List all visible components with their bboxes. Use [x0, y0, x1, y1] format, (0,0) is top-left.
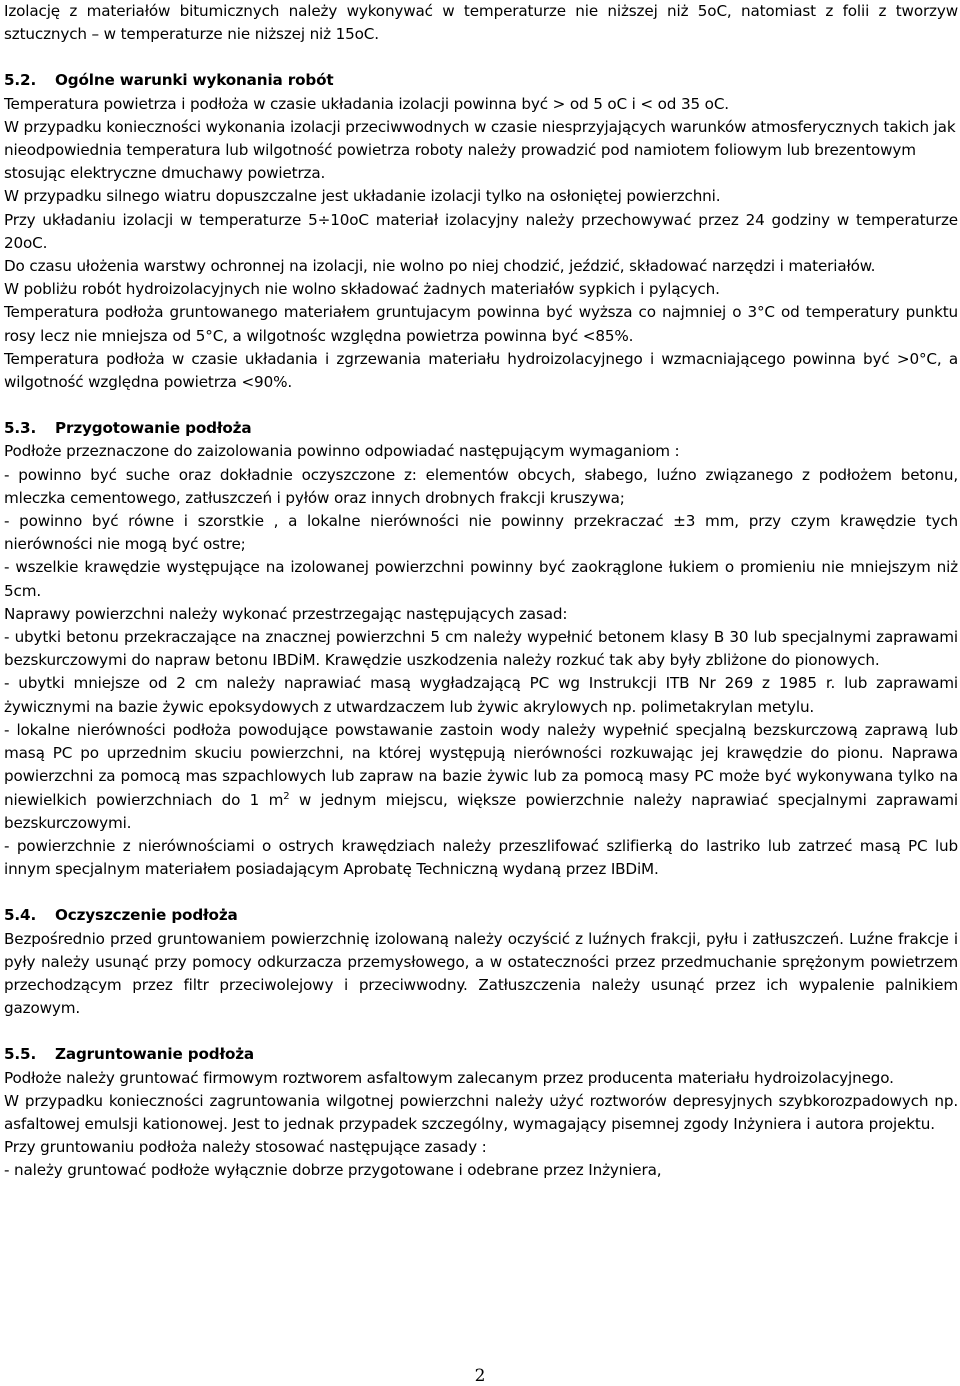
paragraph: Temperatura powietrza i podłoża w czasie układania izolacji powinna być > od 5 oC i < od 35 oC.	[4, 94, 729, 113]
document-body	[4, 0, 958, 1183]
section-heading-5-2	[4, 69, 958, 92]
section-heading-5-3	[4, 417, 958, 440]
section-title: Oczyszczenie podłoża	[55, 906, 238, 925]
paragraph: Podłoże należy gruntować firmowym roztworem asfaltowym zalecanym przez producenta materiału hydroizolacyjnego.	[4, 1068, 894, 1087]
section-heading-5-4	[4, 904, 958, 927]
section-number: 5.5.	[4, 1045, 37, 1064]
paragraph: Do czasu ułożenia warstwy ochronnej na izolacji, nie wolno po niej chodzić, jeździć, składować narzędzi i materiałów.	[4, 257, 876, 276]
paragraph: W pobliżu robót hydroizolacyjnych nie wolno składować żadnych materiałów sypkich i pylących.	[4, 280, 720, 299]
paragraph: Temperatura podłoża w czasie układania i zgrzewania materiału hydroizolacyjnego i wzmacniającego powinna być >0°C, a wilgotność względna powietrza <90%.	[4, 349, 958, 392]
list-item: - ubytki betonu przekraczające na znacznej powierzchni 5 cm należy wypełnić betonem klasy B 30 lub specjalnymi zaprawami bezskurczowymi do napraw betonu IBDiM. Krawędzie uszkodzenia należy rozkuć tak aby były zbliżone do pionowych.	[4, 628, 958, 670]
paragraph: Podłoże przeznaczone do zaizolowania powinno odpowiadać następującym wymaganiom :	[4, 442, 680, 461]
paragraph: W przypadku silnego wiatru dopuszczalne jest układanie izolacji tylko na osłoniętej powierzchni.	[4, 187, 721, 206]
paragraph: Naprawy powierzchni należy wykonać przestrzegając następujących zasad:	[4, 604, 568, 623]
list-item: - wszelkie krawędzie występujące na izolowanej powierzchni powinny być zaokrąglone łukiem o promieniu nie mniejszym niż 5cm.	[4, 558, 958, 600]
paragraph: W przypadku konieczności zagruntowania wilgotnej powierzchni należy użyć roztworów depresyjnych szybkorozpadowych np. asfaltowej emulsji kationowej. Jest to jednak przypadek szczególny, wymagający pisemnej zgody Inżyniera i autora projektu.	[4, 1091, 958, 1133]
superscript: 2	[283, 790, 290, 802]
section-number: 5.4.	[4, 906, 37, 925]
text-fragment: - lokalne nierówności podłoża powodujące powstawanie zastoin wody należy wypełnić specjalną bezskurczową zaprawą lub masą PC po uprzednim skuciu powierzchni, na której występują nierówności rozkuwając jej krawędzie do pionu. Naprawa powierzchni za pomocą mas szpachlowych lub zapraw na bazie żywic lub za pomocą masy PC może być wykonywana tylko na niewielkich powierzchniach do 1 m	[4, 720, 958, 809]
paragraph: Izolację z materiałów bitumicznych należy wykonywać w temperaturze nie niższej niż 5oC, natomiast z folii z tworzyw sztucznych – w temperaturze nie niższej niż 15oC.	[4, 2, 958, 44]
list-item: - powinno być równe i szorstkie , a lokalne nierówności nie powinny przekraczać ±3 mm, przy czym krawędzie tych nierówności nie mogą być ostre;	[4, 512, 958, 554]
list-item: - powinno być suche oraz dokładnie oczyszczone z: elementów obcych, słabego, luźno związanego z podłożem betonu, mleczka cementowego, zatłuszczeń i pyłów oraz innych drobnych frakcji kruszywa;	[4, 465, 958, 507]
text-fragment: w jednym miejscu, większe powierzchnie należy naprawiać specjalnymi zaprawami bezskurczowymi.	[4, 790, 958, 832]
paragraph: Przy układaniu izolacji w temperaturze 5÷10oC materiał izolacyjny należy przechowywać przez 24 godziny w temperaturze 20oC.	[4, 210, 958, 252]
section-title: Przygotowanie podłoża	[55, 419, 252, 438]
paragraph: Temperatura podłoża gruntowanego materiałem gruntujacym powinna być wyższa co najmniej o 3°C od temperatury punktu rosy lecz nie mniejsza od 5°C, a wilgotnośc względna powietrza powinna być <85%.	[4, 303, 958, 345]
section-title: Zagruntowanie podłoża	[55, 1045, 255, 1064]
paragraph: - należy gruntować podłoże wyłącznie dobrze przygotowane i odebrane przez Inżyniera,	[4, 1161, 662, 1180]
section-heading-5-5	[4, 1043, 958, 1066]
paragraph: Bezpośrednio przed gruntowaniem powierzchnię izolowaną należy oczyścić z luźnych frakcji, pyłu i zatłuszczeń. Luźne frakcje i pyły należy usunąć przy pomocy odkurzacza przemysłowego, a w ostateczności przez przedmuchanie sprężonym powietrzem przechodzącym przez filtr przeciwolejowy i przeciwwodny. Zatłuszczenia należy usunąć przez ich wypalenie palnikiem gazowym.	[4, 929, 958, 1018]
list-item: - powierzchnie z nierównościami o ostrych krawędziach należy przeszlifować szlifierką do lastriko lub zatrzeć masą PC lub innym specjalnym materiałem posiadającym Aprobatę Techniczną wydaną przez IBDiM.	[4, 836, 958, 879]
list-item: - ubytki mniejsze od 2 cm należy naprawiać masą wygładzającą PC wg Instrukcji ITB Nr 269 z 1985 r. lub zaprawami żywicznymi na bazie żywic epoksydowych z utwardzaczem lub żywic akrylowych np. polimetakrylan metylu.	[4, 674, 958, 716]
section-title: Ogólne warunki wykonania robót	[55, 71, 334, 90]
section-number: 5.2.	[4, 71, 37, 90]
page-number: 2	[474, 1366, 486, 1386]
paragraph: W przypadku konieczności wykonania izolacji przeciwwodnych w czasie niesprzyjających warunków atmosferycznych takich jak nieodpowiednia temperatura lub wilgotność powietrza roboty należy prowadzić pod namiotem foliowym lub brezentowym stosując elektryczne dmuchawy powietrza.	[4, 117, 956, 183]
paragraph: Przy gruntowaniu podłoża należy stosować następujące zasady :	[4, 1138, 487, 1157]
list-item	[4, 719, 958, 835]
section-number: 5.3.	[4, 419, 37, 438]
